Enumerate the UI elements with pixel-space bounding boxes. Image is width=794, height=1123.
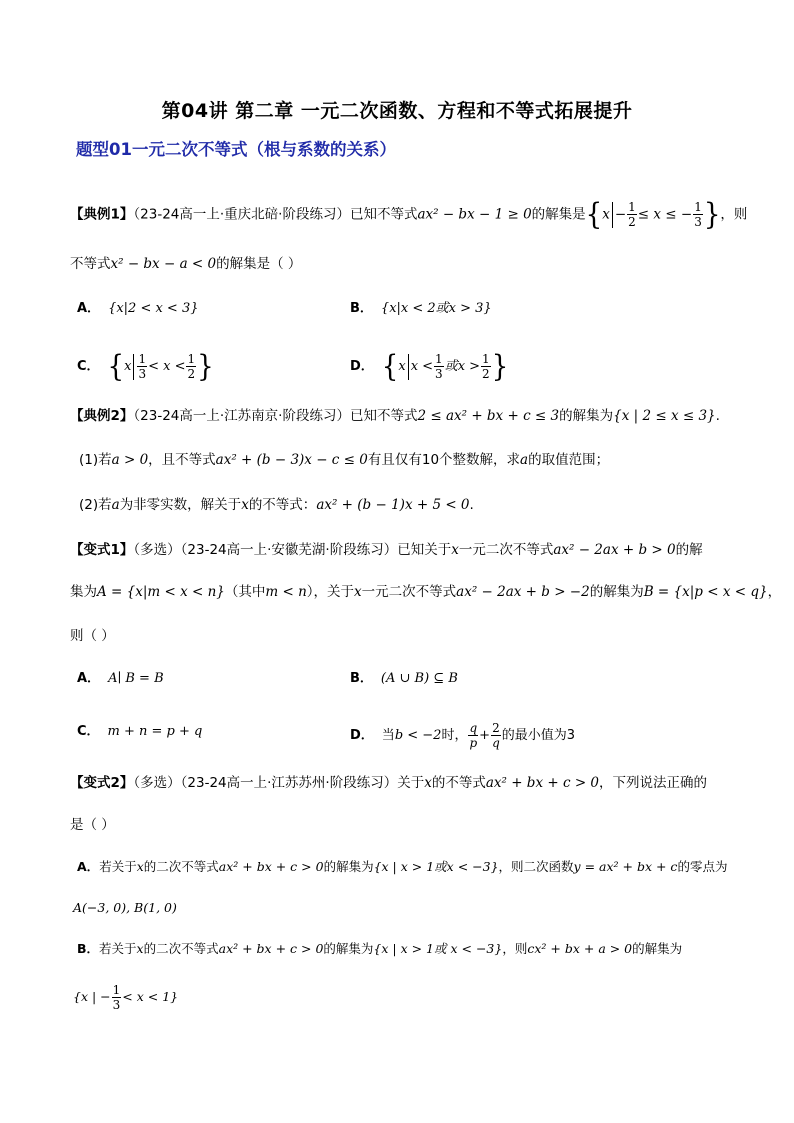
example-2-line-1: 【典例2】（23-24高一上·江苏南京·阶段练习）已知不等式2 ≤ ax² + bx + c ≤ 3的解集为{x | 2 ≤ x ≤ 3}.: [70, 408, 720, 424]
example-1-option-d: D． {x x < $\frac{1}{3}$ 或x > $\frac{1}{2}$ }: [350, 349, 509, 384]
example-1-tag: 【典例1】: [70, 206, 134, 223]
variant-2-option-b: B．若关于x的二次不等式ax² + bx + c > 0的解集为{x | x > 1或 x < −3}，则cx² + bx + a > 0的解集为: [77, 941, 683, 956]
variant-1-option-a: A． A∣ B = B: [77, 671, 164, 686]
example-1-option-a: A． {x|2 < x < 3}: [77, 301, 199, 316]
variant-2-line-1: 【变式2】（多选）（23-24高一上·江苏苏州·阶段练习）关于x的不等式ax² + bx + c > 0，下列说法正确的: [70, 775, 708, 791]
variant-2-line-2: 是（ ）: [70, 817, 115, 833]
fraction: $\frac{1}{2}$: [628, 200, 636, 229]
variant-2-option-b-answer: {x | − $\frac{1}{3}$ < x < 1}: [73, 983, 179, 1012]
variant-1-line-2: 集为A = {x|m < x < n}（其中m < n），关于x一元二次不等式ax² − 2ax + b > −2的解集为B = {x|p < x < q}，: [70, 584, 782, 600]
variant-1-option-b: B． (A ∪ B) ⊆ B: [350, 671, 458, 686]
example-1-option-b: B． {x|x < 2或x > 3}: [350, 301, 492, 316]
variant-1-tag: 【变式1】: [70, 542, 134, 558]
variant-2-option-a-points: A(−3, 0), B(1, 0): [73, 900, 177, 915]
fraction: $\frac{1}{3}$: [694, 200, 702, 229]
variant-1-line-3: 则（ ）: [70, 628, 115, 644]
example-2-question-2: (2)若a为非零实数，解关于x的不等式：ax² + (b − 1)x + 5 < 0.: [79, 497, 474, 513]
section-heading: 题型01一元二次不等式（根与系数的关系）: [76, 140, 396, 159]
variant-1-option-c: C． m + n = p + q: [77, 724, 203, 739]
example-2-tag: 【典例2】: [70, 408, 134, 424]
variant-2-option-a: A．若关于x的二次不等式ax² + bx + c > 0的解集为{x | x > 1或x < −3}，则二次函数y = ax² + bx + c的零点为: [77, 859, 728, 874]
example-1-line-1: 【典例1】（23-24高一上·重庆北碚·阶段练习）已知不等式ax² − bx − 1 ≥ 0的解集是{x − $\frac{1}{2}$ ≤ x ≤ − $\frac{1}{3}$ }，则: [70, 197, 748, 232]
variant-2-tag: 【变式2】: [70, 775, 134, 791]
example-1-line-2: 不等式x² − bx − a < 0的解集是（ ）: [70, 256, 302, 272]
page-title: 第04讲 第二章 一元二次函数、方程和不等式拓展提升: [161, 100, 633, 122]
variant-1-option-d: D． 当b < −2时， $\frac{q}{p}$ + $\frac{2}{q}$ 的最小值为3: [350, 721, 576, 750]
variant-1-line-1: 【变式1】（多选）（23-24高一上·安徽芜湖·阶段练习）已知关于x一元二次不等式ax² − 2ax + b > 0的解: [70, 542, 703, 558]
example-2-question-1: (1)若a > 0，且不等式ax² + (b − 3)x − c ≤ 0有且仅有10个整数解，求a的取值范围；: [79, 452, 610, 468]
example-1-option-c: C． {x $\frac{1}{3}$ < x < $\frac{1}{2}$ }: [77, 349, 214, 384]
